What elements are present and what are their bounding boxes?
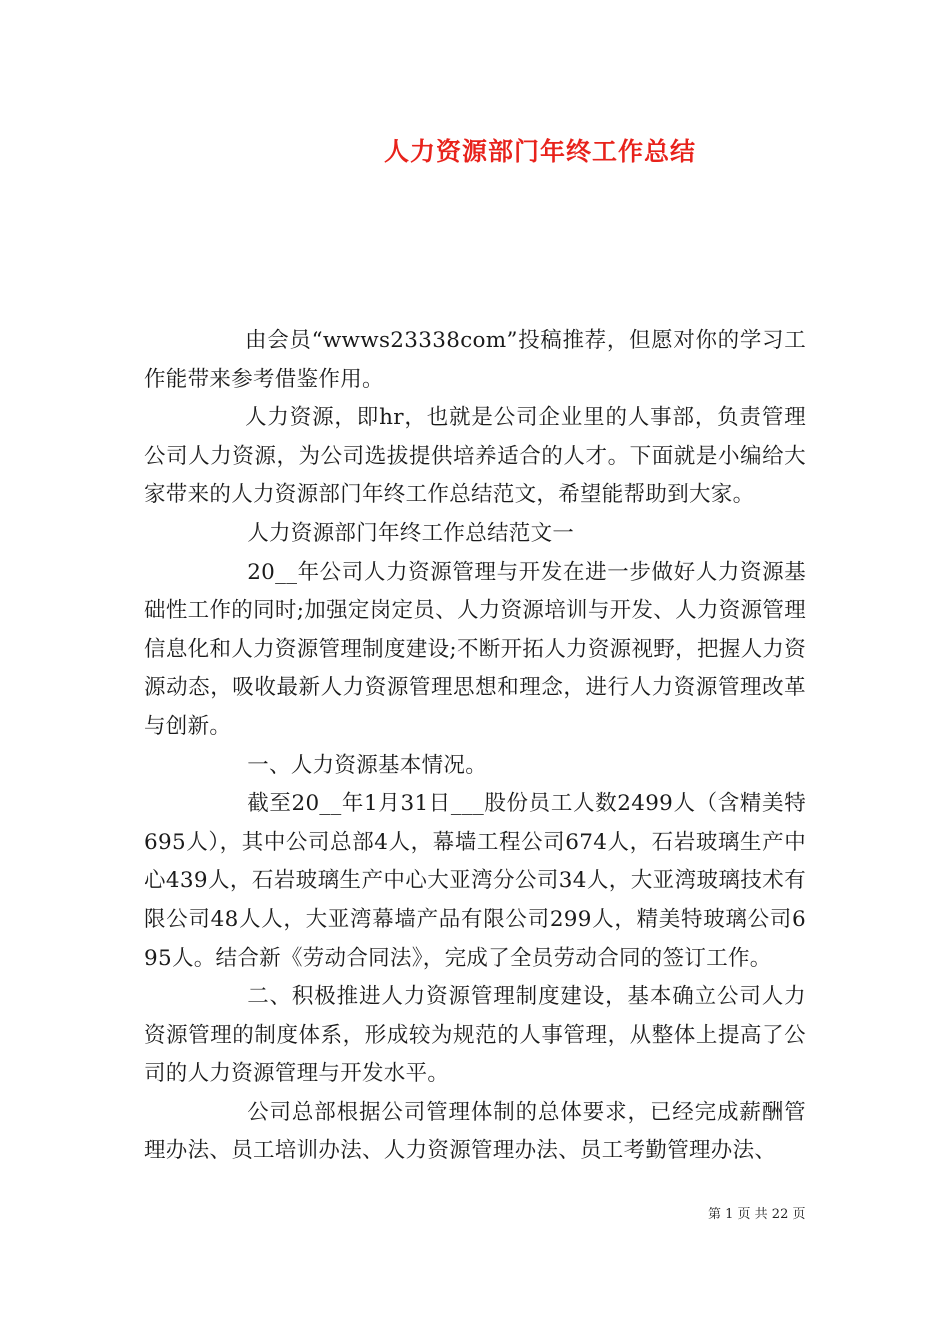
document-title: 人力资源部门年终工作总结: [383, 137, 696, 166]
paragraph-heading-one: 一、人力资源基本情况。: [247, 752, 487, 778]
page-number-footer: 第 1 页 共 22 页: [708, 1207, 806, 1222]
paragraph-heading-two: 二、积极推进人力资源管理制度建设，基本确立公司人力资源管理的制度体系，形成较为规范的人事管理，从整体上提高了公司的人力资源管理与开发水平。: [144, 984, 806, 1087]
paragraph-intro: 由会员“wwws23338com”投稿推荐，但愿对你的学习工作能带来参考借鉴作用。: [144, 328, 806, 392]
paragraph-systems: 公司总部根据公司管理体制的总体要求，已经完成薪酬管理办法、员工培训办法、人力资源管理办法、员工考勤管理办法、: [144, 1099, 806, 1164]
paragraph-hr-definition: 人力资源，即hr，也就是公司企业里的人事部，负责管理公司人力资源，为公司选拔提供培养适合的人才。下面就是小编给大家带来的人力资源部门年终工作总结范文，希望能帮助到大家。: [144, 405, 806, 508]
paragraph-staff-count: 截至20__年1月31日___股份员工人数2499人（含精美特695人），其中公司总部4人，幕墙工程公司674人，石岩玻璃生产中心439人，石岩玻璃生产中心大亚湾分公司34人，大亚湾玻璃技术有限公司48人人，大亚湾幕墙产品有限公司299人，精美特玻璃公司695人。结合新《劳动合同法》，完成了全员劳动合同的签订工作。: [144, 791, 806, 971]
document-body: [144, 322, 806, 1171]
paragraph-section-heading: 人力资源部门年终工作总结范文一: [247, 520, 575, 546]
paragraph-overview: 20__年公司人力资源管理与开发在进一步做好人力资源基础性工作的同时;加强定岗定员、人力资源培训与开发、人力资源管理信息化和人力资源管理制度建设;不断开拓人力资源视野，把握人力资源动态，吸收最新人力资源管理思想和理念，进行人力资源管理改革与创新。: [144, 559, 806, 739]
